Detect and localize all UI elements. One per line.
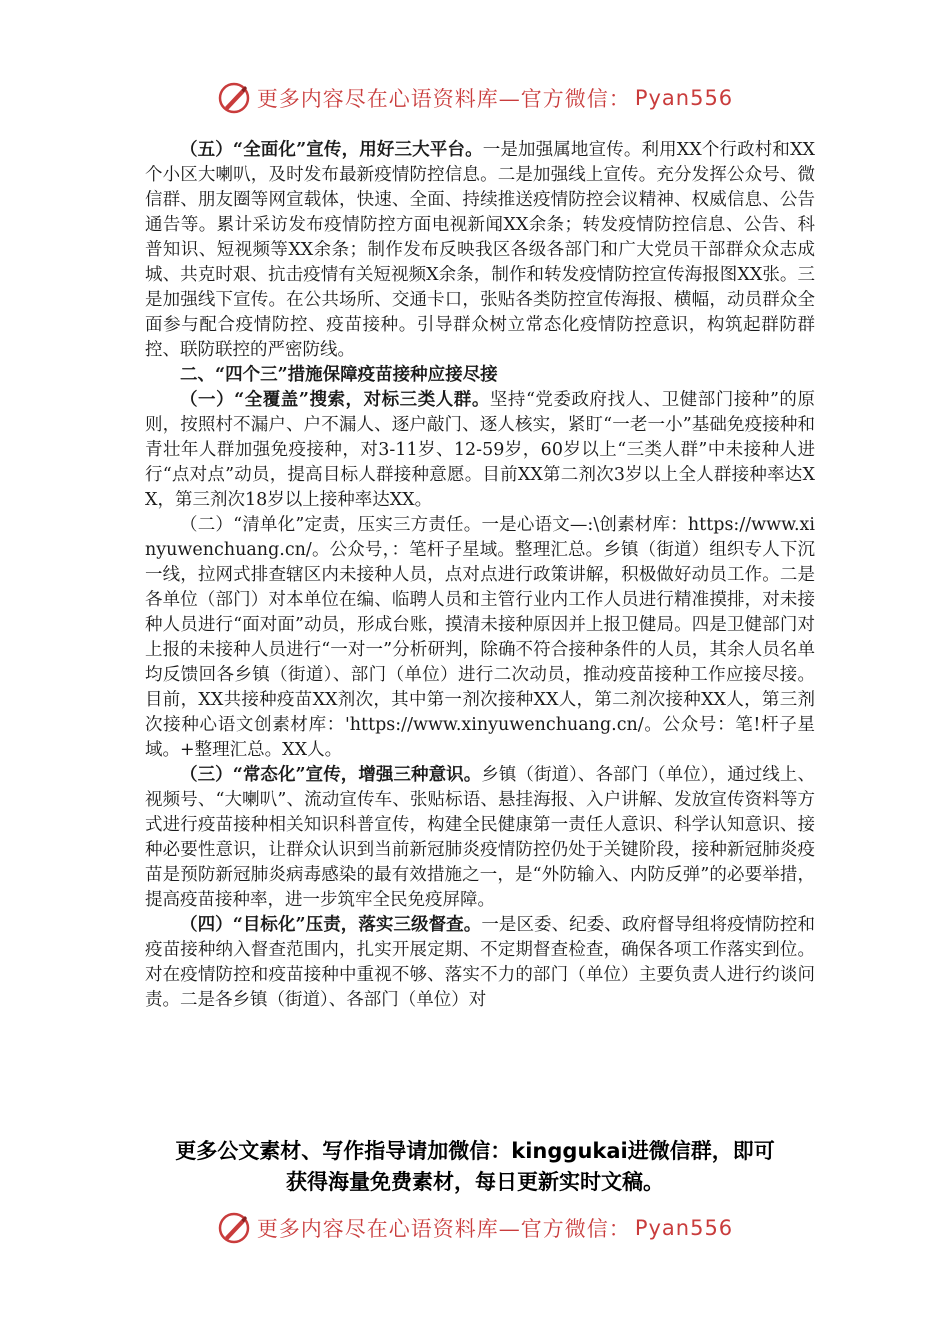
paragraph-text: 一是加强属地宣传。利用XX个行政村和XX个小区大喇叭，及时发布最新疫情防控信息。二是加强线上宣传。充分发挥公众号、微信群、朋友圈等网宣载体，快速、全面、持续推送疫情防控会议精神、权威信息、公告通告等。累计采访发布疫情防控方面电视新闻XX余条；转发疫情防控信息、公告、科普知识、短视频等XX余条；制作发布反映我区各级各部门和广大党员干部群众众志成城、共克时艰、抗击疫情有关短视频X余条，制作和转发疫情防控宣传海报图XX张。三是加强线下宣传。在公共场所、交通卡口，张贴各类防控宣传海报、横幅，动员群众全面参与配合疫情防控、疫苗接种。引导群众树立常态化疫情防控意识，构筑起群防群控、联防联控的严密防线。 xyxy=(145,140,815,360)
paragraph-text: 乡镇（街道）、各部门（单位），通过线上、视频号、“大喇叭”、流动宣传车、张贴标语、悬挂海报、入户讲解、发放宣传资料等方式进行疫苗接种相关知识科普宣传，构建全民健康第一责任人意识、科学认知意识、接种必要性意识，让群众认识到当前新冠肺炎疫情防控仍处于关键阶段，接种新冠肺炎疫苗是预防新冠肺炎病毒感染的最有效措施之一，是“外防输入、内防反弹”的必要举措，提高疫苗接种率，进一步筑牢全民免疫屏障。 xyxy=(145,765,815,910)
paragraph-3 xyxy=(145,763,815,913)
paragraph-lead: （一）“全覆盖”搜索，对标三类人群。 xyxy=(180,390,490,410)
paragraph-2 xyxy=(145,513,815,763)
paragraph-lead: （三）“常态化”宣传，增强三种意识。 xyxy=(180,765,482,785)
paragraph-text: （二）“清单化”定责，压实三方责任。一是心语文—:\创素材库：https://www.xinyuwenchuang.cn/。公众号，：笔杆子星域。整理汇总。乡镇（街道）组织专人下沉一线，拉网式排查辖区内未接种人员，点对点进行政策讲解，积极做好动员工作。二是各单位（部门）对本单位在编、临聘人员和主管行业内工作人员进行精准摸排，对未接种人员进行“面对面”动员，形成台账，摸清未接种原因并上报卫健局。四是卫健部门对上报的未接种人员进行“一对一”分析研判，除确不符合接种条件的人员，其余人员名单均反馈回各乡镇（街道）、部门（单位）进行二次动员，推动疫苗接种工作应接尽接。目前，XX共接种疫苗XX剂次，其中第一剂次接种XX人，第二剂次接种XX人，第三剂次接种心语文创素材库：'https://www.xinyuwenchuang.cn/。公众号：笔!杆子星域。+整理汇总。XX人。 xyxy=(145,515,815,760)
header-watermark-banner xyxy=(0,78,950,118)
banner-handle: Pyan556 xyxy=(634,86,734,110)
paragraph-5 xyxy=(145,138,815,363)
paragraph-lead: （五）“全面化”宣传，用好三大平台。 xyxy=(180,140,483,160)
paragraph-text: 一是区委、纪委、政府督导组将疫情防控和疫苗接种纳入督查范围内，扎实开展定期、不定期督查检查，确保各项工作落实到位。对在疫情防控和疫苗接种中重视不够、落实不力的部门（单位）主要负责人进行约谈问责。二是各乡镇（街道）、各部门（单位）对 xyxy=(145,915,815,1010)
footer-note-line-1: 更多公文素材、写作指导请加微信：kinggukai进微信群，即可 xyxy=(175,1139,775,1163)
footer-note-line-2: 获得海量免费素材，每日更新实时文稿。 xyxy=(286,1170,664,1194)
footer-promo-note xyxy=(120,1136,830,1198)
footer-watermark-banner xyxy=(0,1208,950,1248)
pen-logo-icon xyxy=(217,81,251,115)
document-body xyxy=(145,138,815,1013)
paragraph-1 xyxy=(145,388,815,513)
banner-text: 更多内容尽在心语资料库—官方微信： xyxy=(256,1217,631,1241)
banner-text: 更多内容尽在心语资料库—官方微信： xyxy=(256,87,631,111)
paragraph-lead: （四）“目标化”压责，落实三级督查。 xyxy=(180,915,482,935)
paragraph-text: 坚持“党委政府找人、卫健部门接种”的原则，按照村不漏户、户不漏人、逐户敲门、逐人核实，紧盯“一老一小”基础免疫接种和青壮年人群加强免疫接种，对3-11岁、12-59岁，60岁以上“三类人群”中未接种人进行“点对点”动员，提高目标人群接种意愿。目前XX第二剂次3岁以上全人群接种率达XX，第三剂次18岁以上接种率达XX。 xyxy=(145,390,815,510)
banner-handle: Pyan556 xyxy=(634,1216,734,1240)
pen-logo-icon xyxy=(217,1211,251,1245)
section-heading xyxy=(145,363,815,388)
paragraph-4 xyxy=(145,913,815,1013)
section-heading-text: 二、“四个三”措施保障疫苗接种应接尽接 xyxy=(180,365,498,385)
